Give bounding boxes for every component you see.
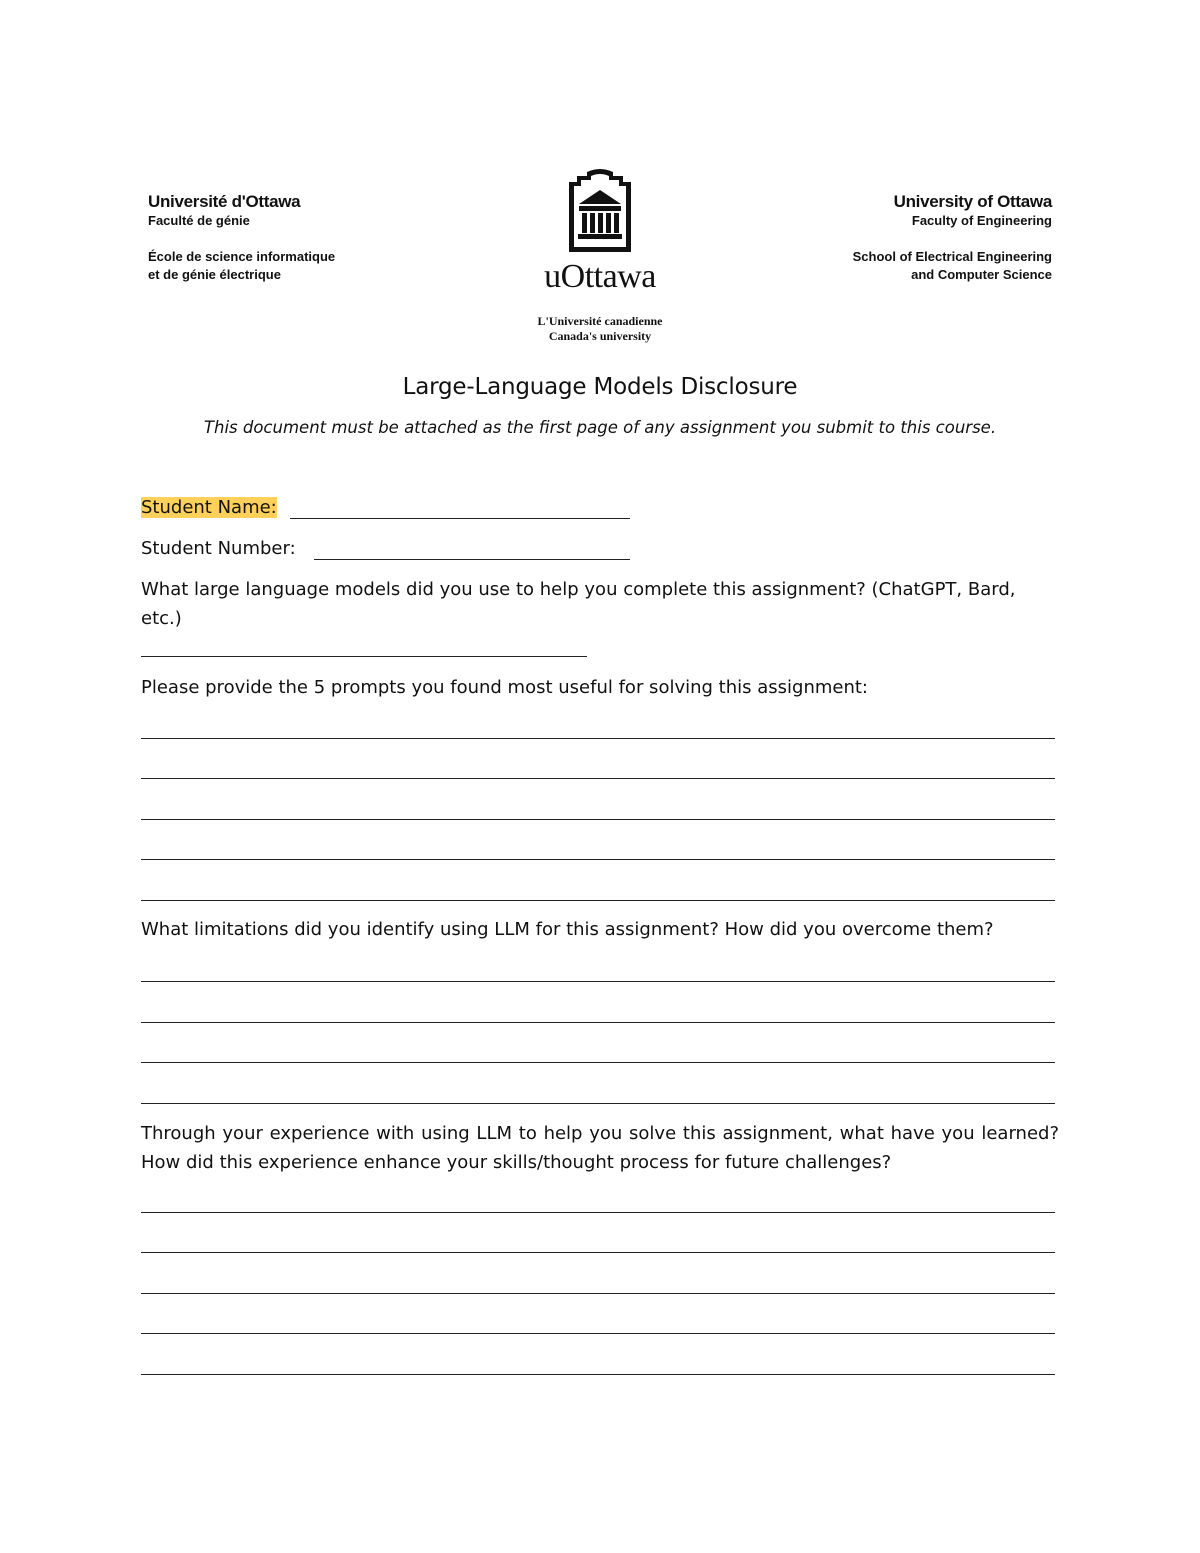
student-name-field[interactable]	[290, 518, 630, 519]
prompt-answer-line-2[interactable]	[141, 778, 1055, 779]
student-name-label-text: Student Name:	[141, 497, 277, 518]
faculty-name-en: Faculty of Engineering	[911, 213, 1052, 228]
logo-tagline	[530, 314, 670, 344]
student-number-label: Student Number:	[141, 538, 296, 559]
document-subtitle: This document must be attached as the first page of any assignment you submit to this course.	[203, 418, 997, 437]
school-name-fr	[148, 248, 335, 284]
question-learned: Through your experience with using LLM to help you solve this assignment, what have you learned? How did this experience enhance your skills/thought process for future challenges?	[141, 1123, 1059, 1173]
question-prompts: Please provide the 5 prompts you found most useful for solving this assignment:	[141, 677, 868, 698]
prompt-answer-line-3[interactable]	[141, 819, 1055, 820]
question-models: What large language models did you use to help you complete this assignment? (ChatGPT, Bard, etc.)	[141, 579, 1016, 629]
header-english	[853, 192, 1052, 284]
learned-answer-line-2[interactable]	[141, 1252, 1055, 1253]
faculty-name-fr: Faculté de génie	[148, 213, 250, 228]
student-name-label	[141, 493, 277, 522]
limitations-answer-line-2[interactable]	[141, 1022, 1055, 1023]
prompt-answer-line-5[interactable]	[141, 900, 1055, 901]
prompt-answer-line-1[interactable]	[141, 738, 1055, 739]
limitations-answer-line-1[interactable]	[141, 981, 1055, 982]
models-answer-line[interactable]	[141, 656, 587, 657]
question-limitations: What limitations did you identify using LLM for this assignment? How did you overcome them?	[141, 919, 994, 940]
limitations-answer-line-3[interactable]	[141, 1062, 1055, 1063]
learned-answer-line-4[interactable]	[141, 1333, 1055, 1334]
school-line1-en: School of Electrical Engineering	[852, 249, 1052, 264]
school-line2-fr: et de génie électrique	[148, 267, 281, 282]
university-building-icon	[565, 168, 635, 252]
learned-answer-line-5[interactable]	[141, 1374, 1055, 1375]
limitations-answer-line-4[interactable]	[141, 1103, 1055, 1104]
tagline-fr: L'Université canadienne	[537, 314, 663, 328]
school-line1-fr: École de science informatique	[148, 249, 336, 264]
prompt-answer-line-4[interactable]	[141, 859, 1055, 860]
document-title: Large-Language Models Disclosure	[402, 374, 798, 400]
school-line2-en: and Computer Science	[911, 267, 1052, 282]
student-number-field[interactable]	[314, 559, 630, 560]
school-name-en	[853, 248, 1052, 284]
uottawa-logo	[530, 168, 670, 344]
learned-answer-line-1[interactable]	[141, 1212, 1055, 1213]
header-french	[148, 192, 335, 284]
learned-answer-line-3[interactable]	[141, 1293, 1055, 1294]
uottawa-wordmark: uOttawa	[544, 258, 656, 295]
university-name-en: University of Ottawa	[893, 192, 1052, 211]
tagline-en: Canada's university	[548, 329, 652, 343]
university-name-fr: Université d'Ottawa	[148, 192, 301, 211]
